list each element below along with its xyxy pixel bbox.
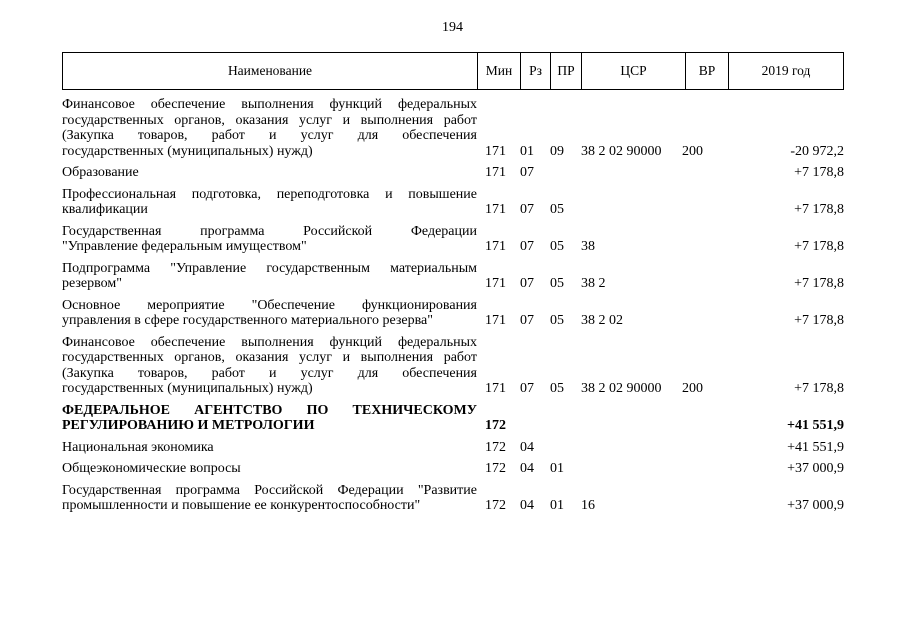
min-code: 171 — [485, 165, 506, 180]
table-row — [62, 483, 844, 514]
rz-code: 07 — [520, 239, 534, 254]
csr-code: 38 2 02 90000 — [581, 143, 662, 159]
rz-code: 07 — [520, 313, 534, 328]
row-codes — [62, 202, 844, 218]
row-name-line: государственных (муниципальных) нужд) — [62, 143, 313, 159]
table-row — [62, 224, 844, 255]
pr-code: 01 — [550, 461, 564, 476]
amount: +7 178,8 — [794, 381, 844, 396]
table-row — [62, 298, 844, 329]
row-name-line: Государственная программа Российской Федерации "Развитие — [62, 482, 477, 498]
amount: +41 551,9 — [787, 439, 844, 455]
min-code: 171 — [485, 381, 506, 396]
row-name-line: Подпрограмма "Управление государственным материальным — [62, 260, 477, 276]
rz-code: 07 — [520, 276, 534, 291]
row-name-line: государственных органов, оказания услуг и выполнения работ — [62, 350, 477, 365]
row-codes — [62, 498, 844, 514]
min-code: 172 — [485, 439, 506, 455]
pr-code: 05 — [550, 202, 564, 217]
amount: +7 178,8 — [794, 165, 844, 180]
amount: +7 178,8 — [794, 276, 844, 291]
rz-code: 04 — [520, 439, 534, 455]
amount: +37 000,9 — [787, 498, 844, 513]
min-code: 171 — [485, 239, 506, 254]
header-vr: ВР — [685, 53, 728, 89]
min-code: 171 — [485, 202, 506, 217]
rz-code: 04 — [520, 498, 534, 513]
rz-code: 07 — [520, 381, 534, 396]
csr-code: 16 — [581, 498, 595, 513]
table-header — [62, 52, 844, 90]
header-year: 2019 год — [728, 53, 843, 89]
table-row — [62, 165, 844, 181]
header-min: Мин — [477, 53, 520, 89]
table-row — [62, 97, 844, 159]
row-name-line: Национальная экономика — [62, 439, 214, 455]
header-csr: ЦСР — [581, 53, 685, 89]
header-name: Наименование — [227, 63, 313, 78]
row-name-line: Профессиональная подготовка, переподготовка и повышение — [62, 186, 477, 202]
header-pr: ПР — [550, 53, 581, 89]
table-row — [62, 440, 844, 456]
row-name-line: Финансовое обеспечение выполнения функций федеральных — [62, 97, 477, 112]
min-code: 172 — [485, 498, 506, 513]
row-name-line: квалификации — [62, 202, 148, 217]
row-name-line: "Управление федеральным имуществом" — [62, 239, 307, 254]
min-code: 171 — [485, 143, 506, 159]
row-name-line: резервом" — [62, 276, 122, 291]
row-codes — [62, 461, 844, 477]
table-row — [62, 187, 844, 218]
amount: +37 000,9 — [787, 461, 844, 476]
row-codes — [62, 418, 844, 434]
table-row — [62, 403, 844, 434]
table-body — [62, 97, 844, 520]
table-row — [62, 261, 844, 292]
csr-code: 38 2 — [581, 276, 606, 291]
csr-code: 38 2 02 — [581, 313, 623, 328]
row-name-line: (Закупка товаров, работ и услуг для обеспечения — [62, 365, 477, 381]
amount: -20 972,2 — [790, 143, 844, 159]
row-name-line: Финансовое обеспечение выполнения функций федеральных — [62, 334, 477, 350]
pr-code: 01 — [550, 498, 564, 513]
csr-code: 38 2 02 90000 — [581, 381, 662, 396]
rz-code: 01 — [520, 143, 534, 159]
row-name-line: (Закупка товаров, работ и услуг для обеспечения — [62, 128, 477, 143]
pr-code: 05 — [550, 276, 564, 291]
row-codes — [62, 239, 844, 255]
rz-code: 07 — [520, 165, 534, 180]
row-codes — [62, 165, 844, 181]
pr-code: 05 — [550, 381, 564, 396]
amount: +41 551,9 — [787, 418, 844, 433]
row-codes — [62, 144, 844, 160]
rz-code: 04 — [520, 461, 534, 476]
amount: +7 178,8 — [794, 313, 844, 328]
row-name-line: Общеэкономические вопросы — [62, 461, 241, 476]
row-name-line: Государственная программа Российской Федерации — [62, 223, 477, 239]
row-codes — [62, 440, 844, 456]
rz-code: 07 — [520, 202, 534, 217]
vr-code: 200 — [682, 381, 703, 396]
pr-code: 09 — [550, 143, 564, 159]
min-code: 171 — [485, 276, 506, 291]
row-name-line: государственных (муниципальных) нужд) — [62, 381, 313, 396]
row-codes — [62, 276, 844, 292]
row-name-line: ФЕДЕРАЛЬНОЕ АГЕНТСТВО ПО ТЕХНИЧЕСКОМУ — [62, 402, 477, 418]
amount: +7 178,8 — [794, 239, 844, 254]
row-name-line: государственных органов, оказания услуг и выполнения работ — [62, 112, 477, 128]
pr-code: 05 — [550, 239, 564, 254]
header-rz: Рз — [520, 53, 550, 89]
row-name-line: Образование — [62, 165, 139, 180]
row-name-line: управления в сфере государственного материального резерва" — [62, 313, 433, 328]
csr-code: 38 — [581, 239, 595, 254]
min-code: 172 — [485, 418, 506, 433]
amount: +7 178,8 — [794, 202, 844, 217]
row-codes — [62, 313, 844, 329]
row-name-line: РЕГУЛИРОВАНИЮ И МЕТРОЛОГИИ — [62, 418, 315, 433]
row-name-line: промышленности и повышение ее конкурентоспособности" — [62, 498, 421, 513]
table-row — [62, 461, 844, 477]
pr-code: 05 — [550, 313, 564, 328]
table-row — [62, 335, 844, 397]
min-code: 171 — [485, 313, 506, 328]
vr-code: 200 — [682, 143, 703, 159]
row-codes — [62, 381, 844, 397]
page-number: 194 — [442, 20, 463, 35]
min-code: 172 — [485, 461, 506, 476]
row-name-line: Основное мероприятие "Обеспечение функционирования — [62, 297, 477, 313]
